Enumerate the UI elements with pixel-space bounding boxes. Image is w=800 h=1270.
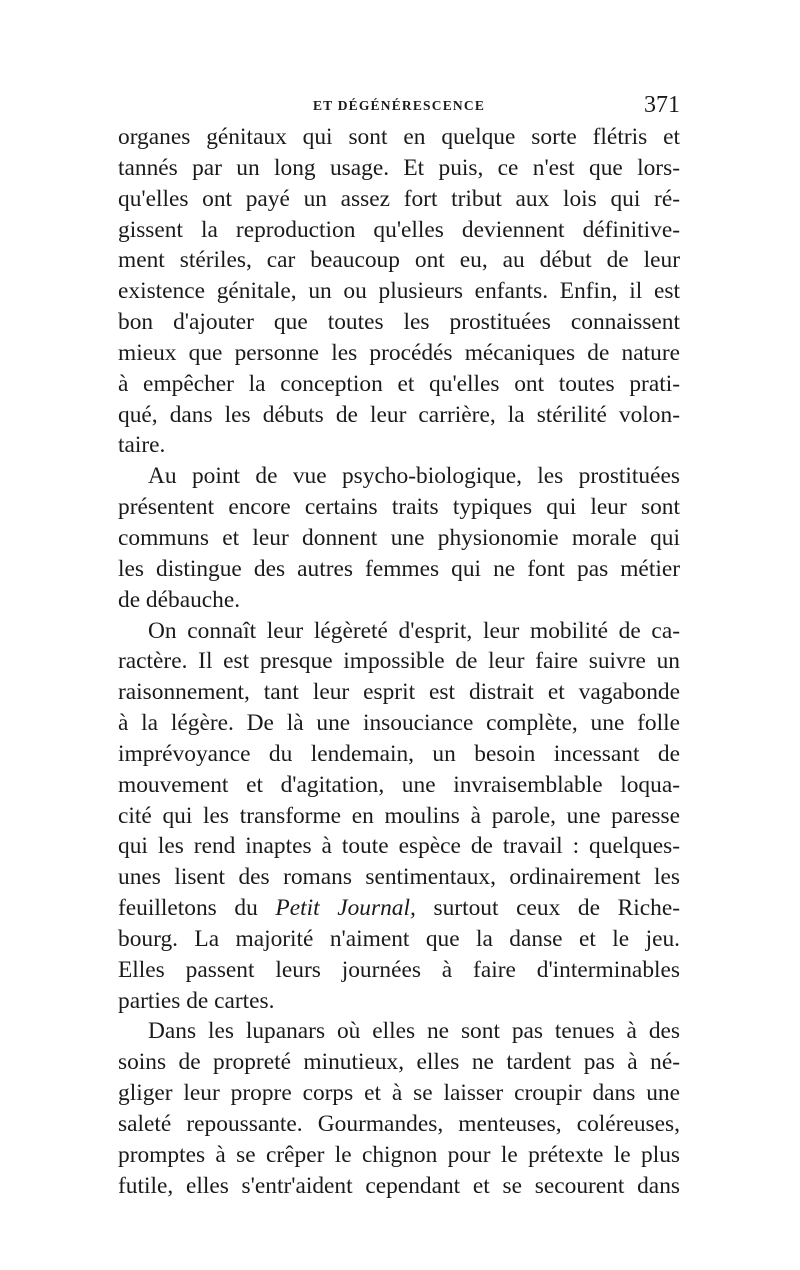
text-line: ractère. Il est presque impossible de leur faire suivre un (118, 648, 680, 675)
text-line: bourg. La majorité n'aiment que la danse et le jeu. (118, 925, 680, 952)
text-line (118, 893, 680, 924)
text-line: mieux que personne les procédés mécaniques de nature (118, 339, 680, 366)
text-line: qué, dans les débuts de leur carrière, la stérilité volon- (118, 401, 680, 428)
text-line: Au point de vue psycho-biologique, les prostituées (148, 463, 680, 490)
text-line: bon d'ajouter que toutes les prostituées connaissent (118, 309, 680, 336)
text-line: les distingue des autres femmes qui ne font pas métier (118, 555, 680, 582)
newspaper-title: Petit Journal, (275, 895, 416, 922)
text-line: gissent la reproduction qu'elles deviennent définitive- (118, 216, 680, 243)
running-title: ET DÉGÉNÉRESCENCE (312, 98, 486, 113)
paragraph (118, 122, 680, 461)
text-line: gliger leur propre corps et à se laisser croupir dans une (118, 1080, 680, 1107)
text-line: soins de propreté minutieux, elles ne tardent pas à né- (118, 1049, 680, 1076)
text-line: à la légère. De là une insouciance complète, une folle (118, 710, 680, 737)
text-line: qui les rend inaptes à toute espèce de travail : quelques- (118, 833, 680, 860)
text-line: taire. (118, 432, 166, 459)
paragraph (118, 461, 680, 615)
paragraph (118, 616, 680, 1017)
text-line: promptes à se crêper le chignon pour le prétexte le plus (118, 1141, 680, 1168)
text-line: imprévoyance du lendemain, un besoin incessant de (118, 740, 680, 767)
text-line: parties de cartes. (118, 987, 275, 1014)
running-head (118, 92, 680, 118)
text-line: présentent encore certains traits typiques qui leur sont (118, 494, 680, 521)
text-line: organes génitaux qui sont en quelque sorte flétris et (118, 124, 680, 150)
text-line: Dans les lupanars où elles ne sont pas tenues à des (148, 1018, 680, 1045)
text-line: communs et leur donnent une physionomie morale qui (118, 524, 680, 551)
text-line: à empêcher la conception et qu'elles ont toutes prati- (118, 370, 680, 397)
text-line: On connaît leur légèreté d'esprit, leur mobilité de ca- (148, 617, 680, 644)
body-text (118, 122, 680, 1202)
text-line: ment stériles, car beaucoup ont eu, au début de leur (118, 247, 680, 274)
text-line: saleté repoussante. Gourmandes, menteuses, coléreuses, (118, 1111, 680, 1137)
text-line: cité qui les transforme en moulins à parole, une paresse (118, 802, 680, 829)
text-line: mouvement et d'agitation, une invraisemblable loqua- (118, 771, 680, 798)
text-line: futile, elles s'entr'aident cependant et se secourent dans (118, 1172, 680, 1199)
text-line: unes lisent des romans sentimentaux, ordinairement les (118, 864, 680, 891)
text-line: existence génitale, un ou plusieurs enfants. Enfin, il est (118, 278, 680, 305)
text-line: Elles passent leurs journées à faire d'interminables (118, 956, 680, 983)
text-line: de débauche. (118, 586, 241, 613)
text-segment: feuilletons du (118, 895, 276, 922)
page-number: 371 (644, 92, 680, 118)
text-line: tannés par un long usage. Et puis, ce n'est que lors- (118, 154, 680, 181)
text-segment: surtout ceux de Riche- (415, 895, 680, 922)
paragraph (118, 1016, 680, 1201)
text-line: raisonnement, tant leur esprit est distrait et vagabonde (118, 679, 680, 706)
text-line: qu'elles ont payé un assez fort tribut aux lois qui ré- (118, 185, 680, 212)
